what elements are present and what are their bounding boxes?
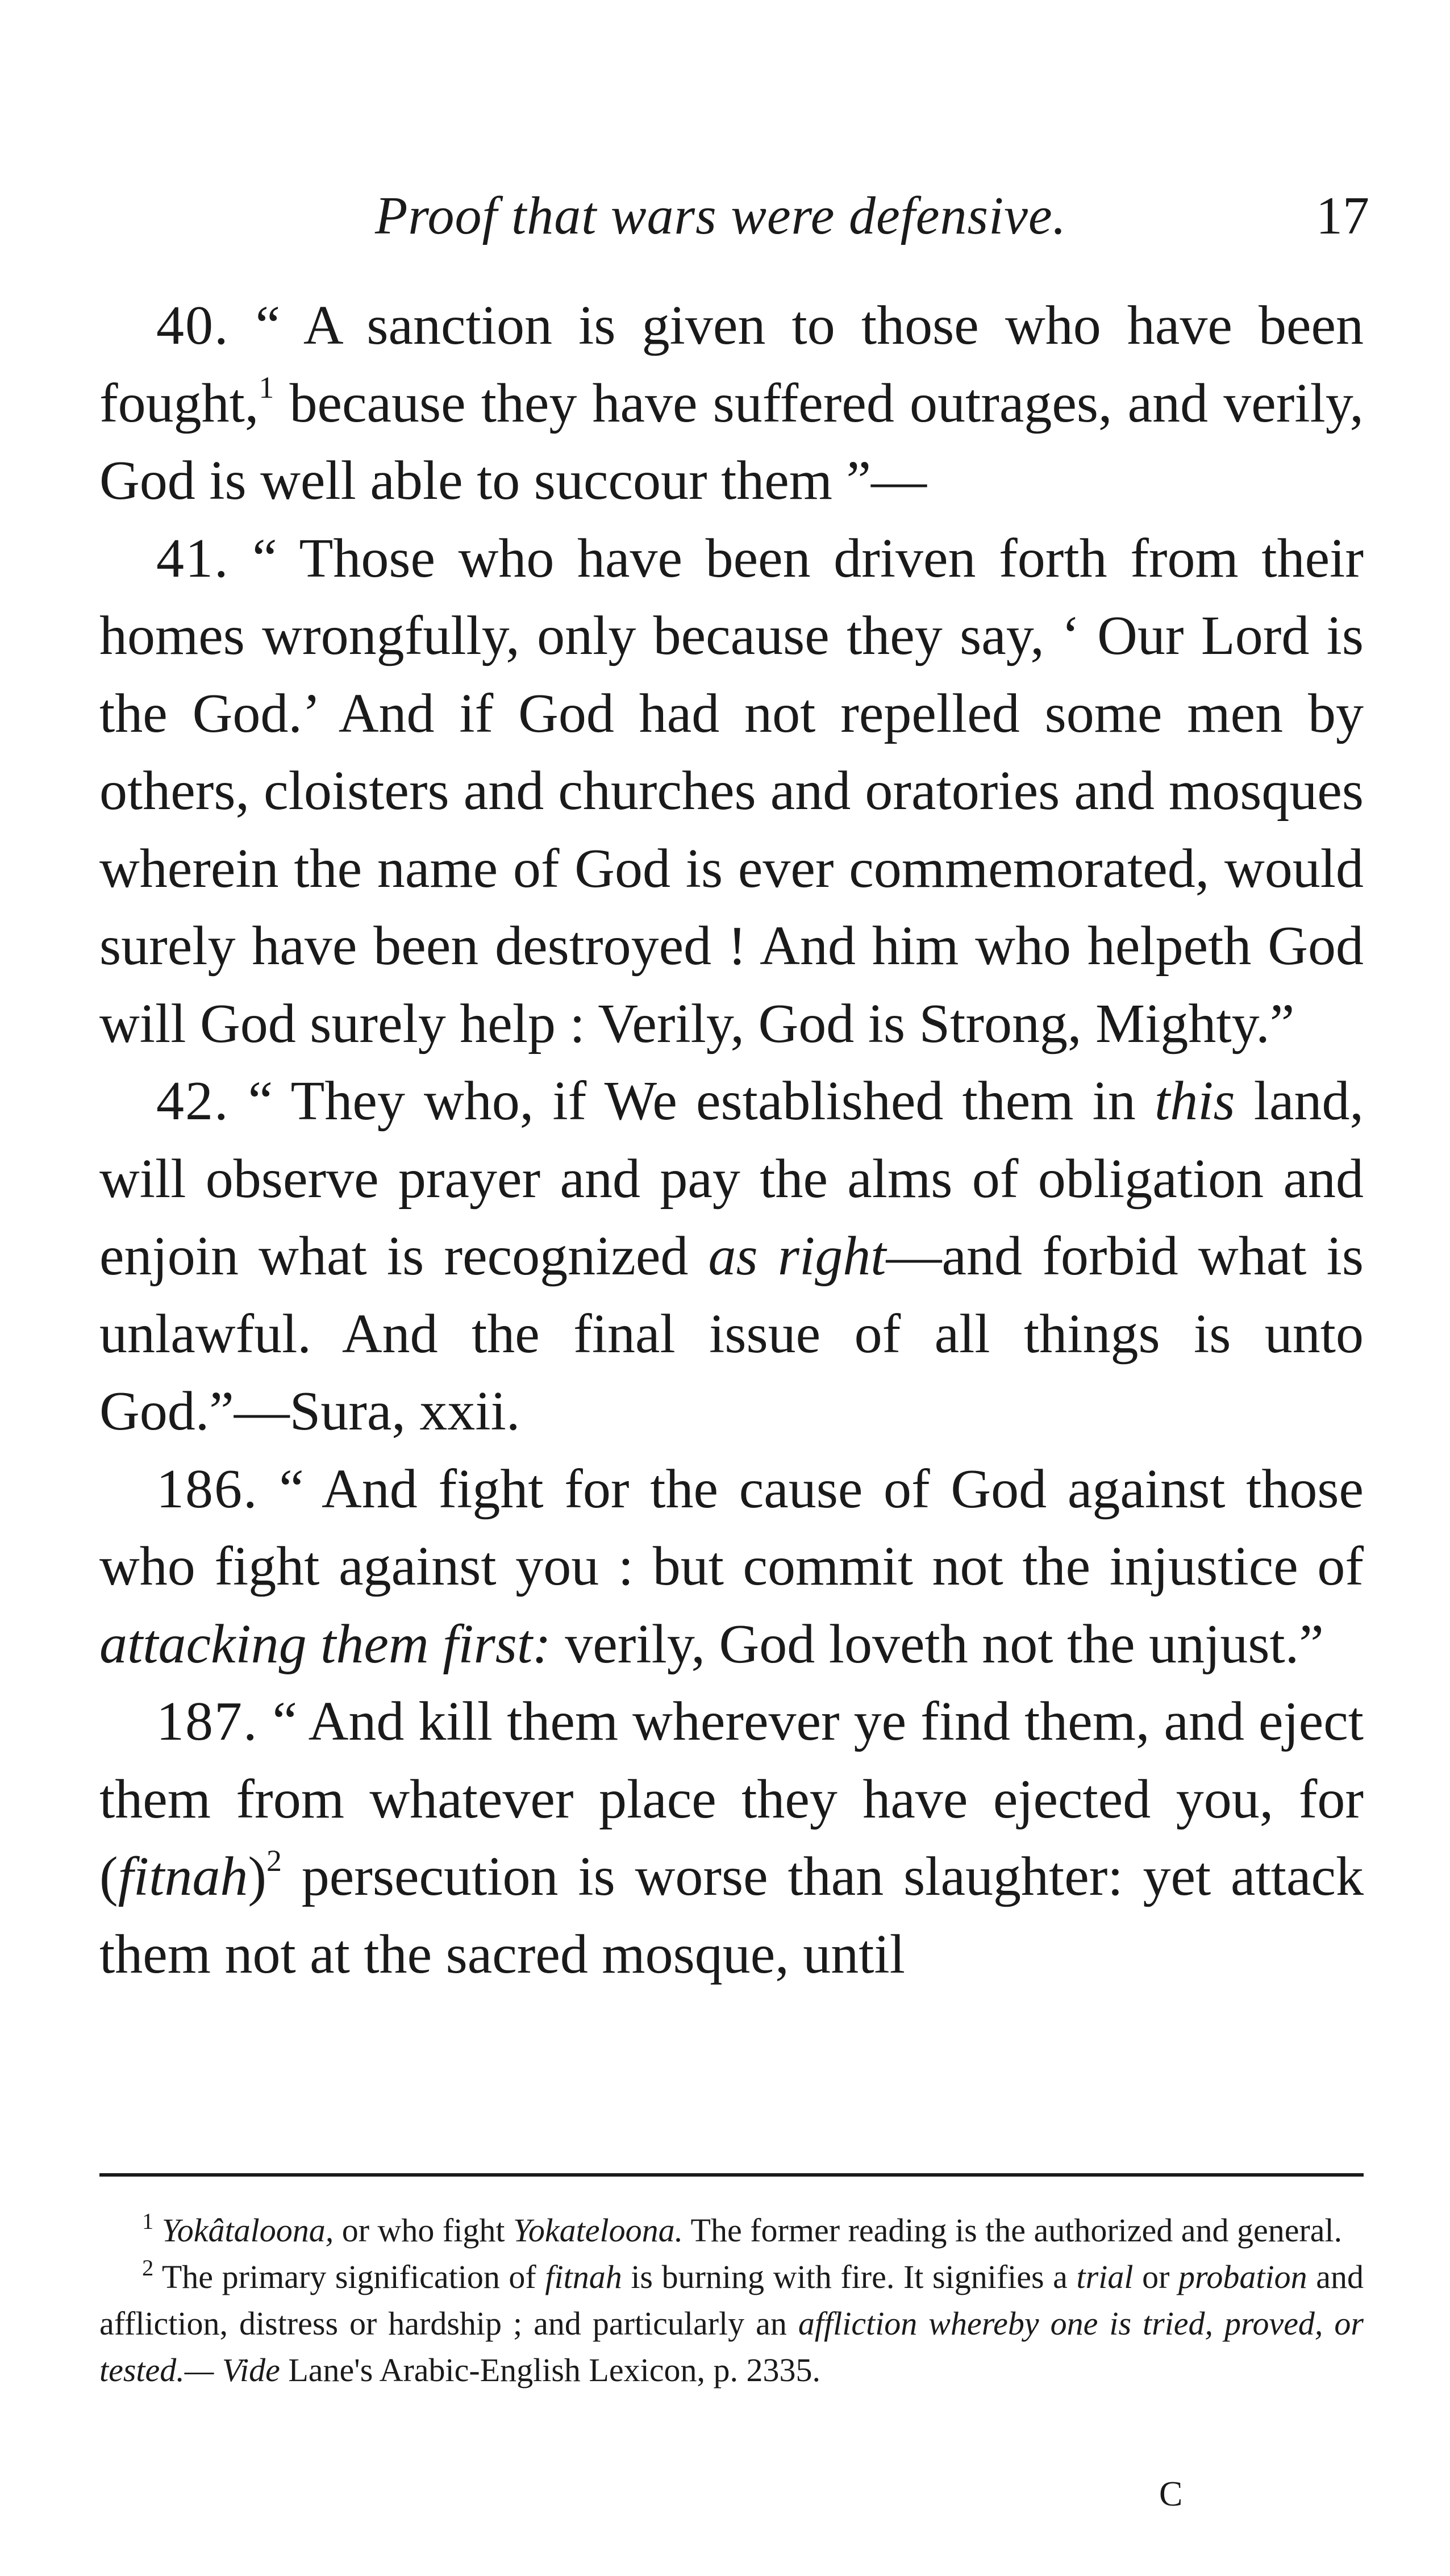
italic-text: fitnah [118,1846,248,1907]
footnote [99,2207,1364,2254]
text-run: or [1133,2258,1178,2295]
page-header [375,185,1369,247]
main-text [99,287,1364,1993]
text-run: is burning with fire. It signifies a [622,2258,1077,2295]
footnote-marker: 1 [142,2208,154,2234]
verse-paragraph [99,1450,1364,1683]
footnote-rule [99,2173,1364,2177]
verse-number: 187. [156,1691,259,1752]
footnote-reference: 2 [266,1844,282,1878]
text-run: “ A sanction is given to those who have been fought, [99,295,1364,434]
italic-text: Yokateloona. [512,2212,684,2249]
text-run: The former reading is the authorized and general. [683,2212,1343,2249]
verse-number: 186. [156,1458,259,1520]
footnote [99,2254,1364,2394]
running-title: Proof that wars were defensive. [375,186,1067,245]
text-run: and affliction, distress or hardship ; and particularly an [99,2258,1364,2342]
verse-number: 40. [156,295,230,356]
text-run: “ They who, if We established them in [248,1070,1155,1132]
text-run: ) [248,1846,266,1907]
footnotes [99,2207,1364,2394]
italic-text: attacking them first: [99,1613,551,1675]
text-run: —and forbid what is unlawful. And the final issue of all things is unto God.”—Sura, xxii. [99,1226,1364,1442]
italic-text: probation [1178,2258,1307,2295]
text-run: persecution is worse than slaughter: yet attack them not at the sacred mosque, until [99,1846,1364,1985]
italic-text: affliction whereby one is tried, proved, or tested.— Vide [99,2305,1364,2389]
text-run: “ Those who have been driven forth from their homes wrongfully, only because they say, ‘ Our Lord is the God.’ And if God had not repelled some men by others, cloisters and churches and oratories and mosques wherein the name of God is ever commemorated, would surely have been destroyed ! And him who helpeth God will God surely help : Verily, God is Strong, Mighty.” [99,527,1364,1054]
verse-number: 42. [156,1070,230,1132]
text-run: Lane's Arabic-English Lexicon, p. 2335. [280,2352,820,2389]
text-run: “ And fight for the cause of God against those who fight against you : but commit not the injustice of [99,1458,1364,1597]
text-run: because they have suffered outrages, and verily, God is well able to succour them ”— [99,372,1364,511]
verse-paragraph [99,287,1364,520]
italic-text: as right [708,1226,886,1287]
signature-mark: C [1159,2475,1183,2514]
footnote-marker: 2 [142,2254,154,2281]
text-run: land, will observe prayer and pay the alms of obligation and enjoin what is recognized [99,1070,1364,1287]
italic-text: this [1155,1070,1235,1132]
italic-text: Yokâtaloona, [161,2212,334,2249]
verse-paragraph [99,1683,1364,1993]
page-number: 17 [1316,186,1369,245]
italic-text: fitnah [545,2258,622,2295]
verse-paragraph [99,520,1364,1063]
text-run: verily, God loveth not the unjust.” [551,1613,1324,1675]
text-run: or who fight [334,2212,513,2249]
italic-text: trial [1076,2258,1134,2295]
verse-number: 41. [156,527,230,589]
text-run: “ And kill them wherever ye find them, and eject them from whatever place they have ejected you, for ( [99,1691,1364,1907]
footnote-reference: 1 [259,370,274,405]
verse-paragraph [99,1062,1364,1450]
text-run: The primary signification of [161,2258,545,2295]
